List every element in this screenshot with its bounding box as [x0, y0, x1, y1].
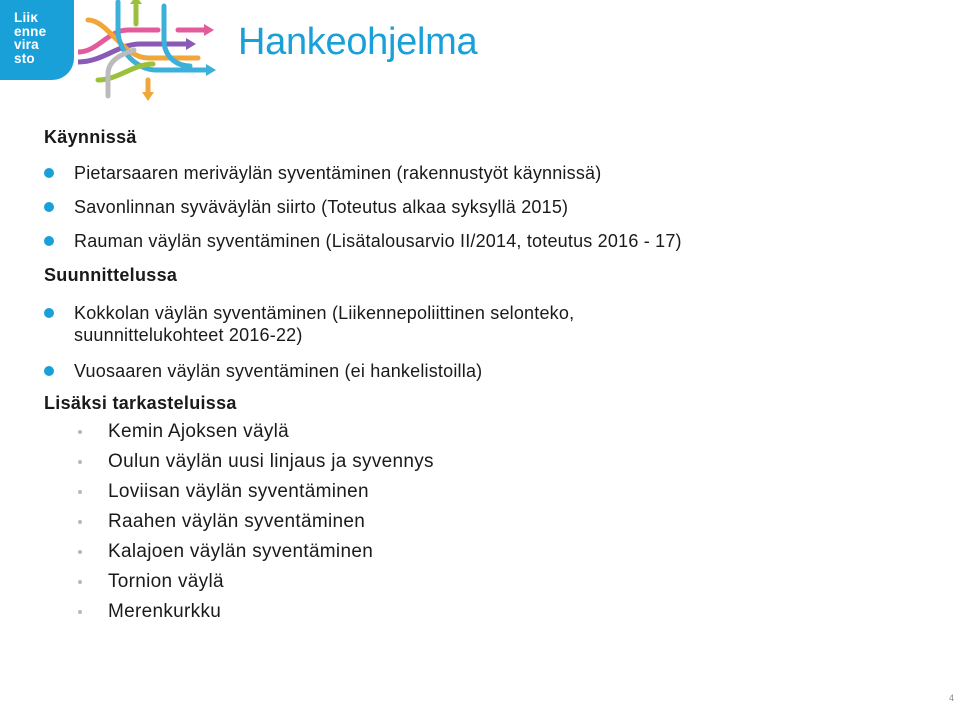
- list-item-text: Oulun väylän uusi linjaus ja syvennys: [108, 451, 434, 472]
- list-item: [44, 480, 944, 504]
- list-item-text: Savonlinnan syväväylän siirto (Toteutus alkaa syksyllä 2015): [74, 197, 569, 217]
- list-item: [44, 230, 944, 252]
- list-item-text: Merenkurkku: [108, 601, 222, 622]
- list-item: [44, 196, 944, 218]
- bullet-icon: [78, 550, 82, 554]
- list-item: [44, 510, 944, 534]
- bullet-icon: [44, 202, 54, 212]
- slide-title: Hankeohjelma: [238, 21, 478, 63]
- list-item-text: Rauman väylän syventäminen (Lisätalousarvio II/2014, toteutus 2016 - 17): [74, 231, 682, 251]
- list-item: [44, 570, 944, 594]
- route-network-icon: [78, 0, 218, 102]
- bullet-icon: [78, 520, 82, 524]
- list-item: [44, 302, 714, 346]
- logo-line-3: vira: [14, 37, 39, 52]
- list-item-text: Vuosaaren väylän syventäminen (ei hankelistoilla): [74, 361, 483, 381]
- slide-content: [44, 126, 944, 624]
- section-heading-suunnittelussa: Suunnittelussa: [44, 265, 178, 285]
- bullet-icon: [44, 236, 54, 246]
- logo-wordmark: [14, 11, 46, 65]
- section-heading-lisaksi-tarkasteluissa: Lisäksi tarkasteluissa: [44, 393, 237, 413]
- bullet-icon: [44, 308, 54, 318]
- list-item-text: Kemin Ajoksen väylä: [108, 421, 290, 442]
- logo-line-4: sto: [14, 50, 35, 66]
- page-number: 4: [948, 693, 954, 703]
- logo-line-2: enne: [14, 23, 47, 39]
- bullet-icon: [78, 610, 82, 614]
- list-item-text: Pietarsaaren meriväylän syventäminen (rakennustyöt käynnissä): [74, 163, 602, 183]
- list-item: [44, 540, 944, 564]
- section-heading-kaynnissa: Käynnissä: [44, 127, 137, 147]
- list-item-text: Kokkolan väylän syventäminen (Liikennepoliittinen selonteko, suunnittelukohteet 2016-22): [74, 303, 575, 345]
- list-item: [44, 360, 944, 382]
- list-item: [44, 450, 944, 474]
- logo-line-1: Liiĸ: [14, 10, 39, 25]
- list-item: [44, 600, 944, 624]
- list-item-text: Raahen väylän syventäminen: [108, 511, 366, 532]
- list-item-text: Kalajoen väylän syventäminen: [108, 541, 374, 562]
- bullet-icon: [78, 490, 82, 494]
- bullet-icon: [78, 580, 82, 584]
- bullet-icon: [78, 460, 82, 464]
- bullet-icon: [44, 366, 54, 376]
- list-item-text: Tornion väylä: [108, 571, 224, 592]
- list-item: [44, 162, 944, 184]
- list-item: [44, 420, 944, 444]
- bullet-icon: [44, 168, 54, 178]
- bullet-icon: [78, 430, 82, 434]
- liikennevirasto-logo: [0, 0, 74, 80]
- list-item-text: Loviisan väylän syventäminen: [108, 481, 369, 502]
